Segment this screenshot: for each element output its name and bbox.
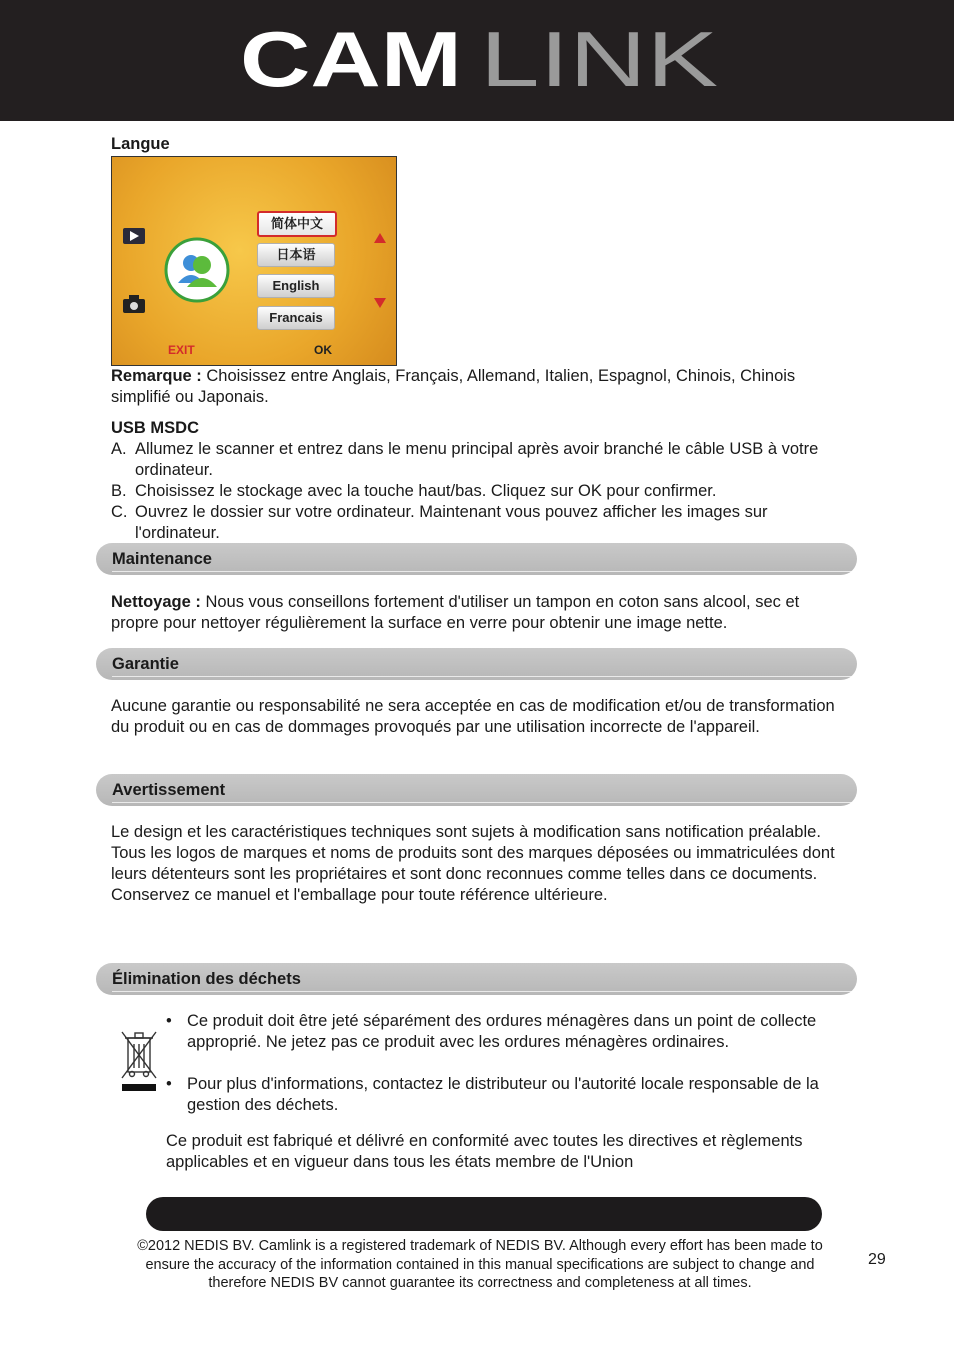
conformity-paragraph: Ce produit est fabriqué et délivré en conformité avec toutes les directives et règlements applicables et en vigueur dans tous les états membre de l'Union [166,1132,803,1171]
section-bar-elimination [96,963,857,995]
nettoyage-paragraph [111,592,846,634]
page-header [0,0,954,121]
exit-label: EXIT [168,343,195,357]
remarque-paragraph [111,366,846,408]
usb-title: USB MSDC [111,419,200,437]
avertissement-line: Tous les logos de marques et noms de produits sont des marques déposées ou immatriculées dont leurs détenteurs sont les propriétaires et sont donc reconnues comme telles dans ce documents. [111,844,835,883]
section-title: Garantie [112,655,179,673]
bullet: • [166,1012,172,1030]
camlink-logo [240,26,720,92]
language-option-french: Francais [257,306,335,330]
ok-label: OK [314,343,332,357]
bullet-text: Pour plus d'informations, contactez le distributeur ou l'autorité locale responsable de la gestion des déchets. [187,1075,819,1114]
list-item [166,1011,846,1053]
language-menu-screenshot [111,156,397,366]
list-item [111,502,846,544]
step-text: Allumez le scanner et entrez dans le menu principal après avoir branché le câble USB à votre ordinateur. [135,440,819,479]
step-text: Ouvrez le dossier sur votre ordinateur. Maintenant vous pouvez afficher les images sur l'ordinateur. [135,503,768,542]
remarque-label: Remarque : [111,367,202,385]
weee-bin-icon [120,1030,158,1092]
logo-part-cam: CAM [240,26,462,92]
list-item [111,439,846,481]
section-title: Avertissement [112,781,226,799]
section-title: Maintenance [112,550,212,568]
bullet-text: Ce produit doit être jeté séparément des ordures ménagères dans un point de collecte approprié. Ne jetez pas ce produit avec les ordures ménagères ordinaires. [187,1012,817,1051]
list-item [166,1074,846,1116]
garantie-paragraph: Aucune garantie ou responsabilité ne sera acceptée en cas de modification et/ou de transformation du produit ou en cas de dommages provoqués par une utilisation incorrecte de l'appareil. [111,697,835,736]
nettoyage-label: Nettoyage : [111,593,201,611]
section-bar-garantie [96,648,857,680]
footer-bar [146,1197,822,1231]
bullet: • [166,1075,172,1093]
list-item [111,481,846,502]
step-letter: C. [111,503,128,521]
arrow-up-icon [374,233,386,243]
step-letter: A. [111,440,127,458]
language-option-japanese: 日本语 [257,243,335,267]
logo-part-link: LINK [480,26,718,92]
arrow-down-icon [374,298,386,308]
footer-copyright: ©2012 NEDIS BV. Camlink is a registered trademark of NEDIS BV. Although every effort has been made to ensure the accuracy of the information contained in this manual specifications are subject to change and therefore NEDIS BV cannot guarantee its correctness and completeness at all times. [137,1238,823,1291]
step-letter: B. [111,482,127,500]
section-title: Élimination des déchets [112,970,301,988]
avertissement-text [111,822,846,906]
remarque-text: Choisissez entre Anglais, Français, Allemand, Italien, Espagnol, Chinois, Chinois simplifié ou Japonais. [111,367,796,406]
camera-icon [123,295,145,313]
avertissement-line: Conservez ce manuel et l'emballage pour toute référence ultérieure. [111,886,608,904]
avertissement-line: Le design et les caractéristiques techniques sont sujets à modification sans notification préalable. [111,823,821,841]
nettoyage-text: Nous vous conseillons fortement d'utiliser un tampon en coton sans alcool, sec et propre pour nettoyer régulièrement la surface en verre pour obtenir une image nette. [111,593,800,632]
section-bar-maintenance [96,543,857,575]
users-icon [164,237,230,303]
language-option-chinese-simplified: 简体中文 [257,211,337,237]
language-option-english: English [257,274,335,298]
section-bar-avertissement [96,774,857,806]
step-text: Choisissez le stockage avec la touche haut/bas. Cliquez sur OK pour confirmer. [135,482,717,500]
langue-title: Langue [111,135,170,153]
playback-icon [123,228,145,244]
page-number: 29 [868,1251,886,1268]
